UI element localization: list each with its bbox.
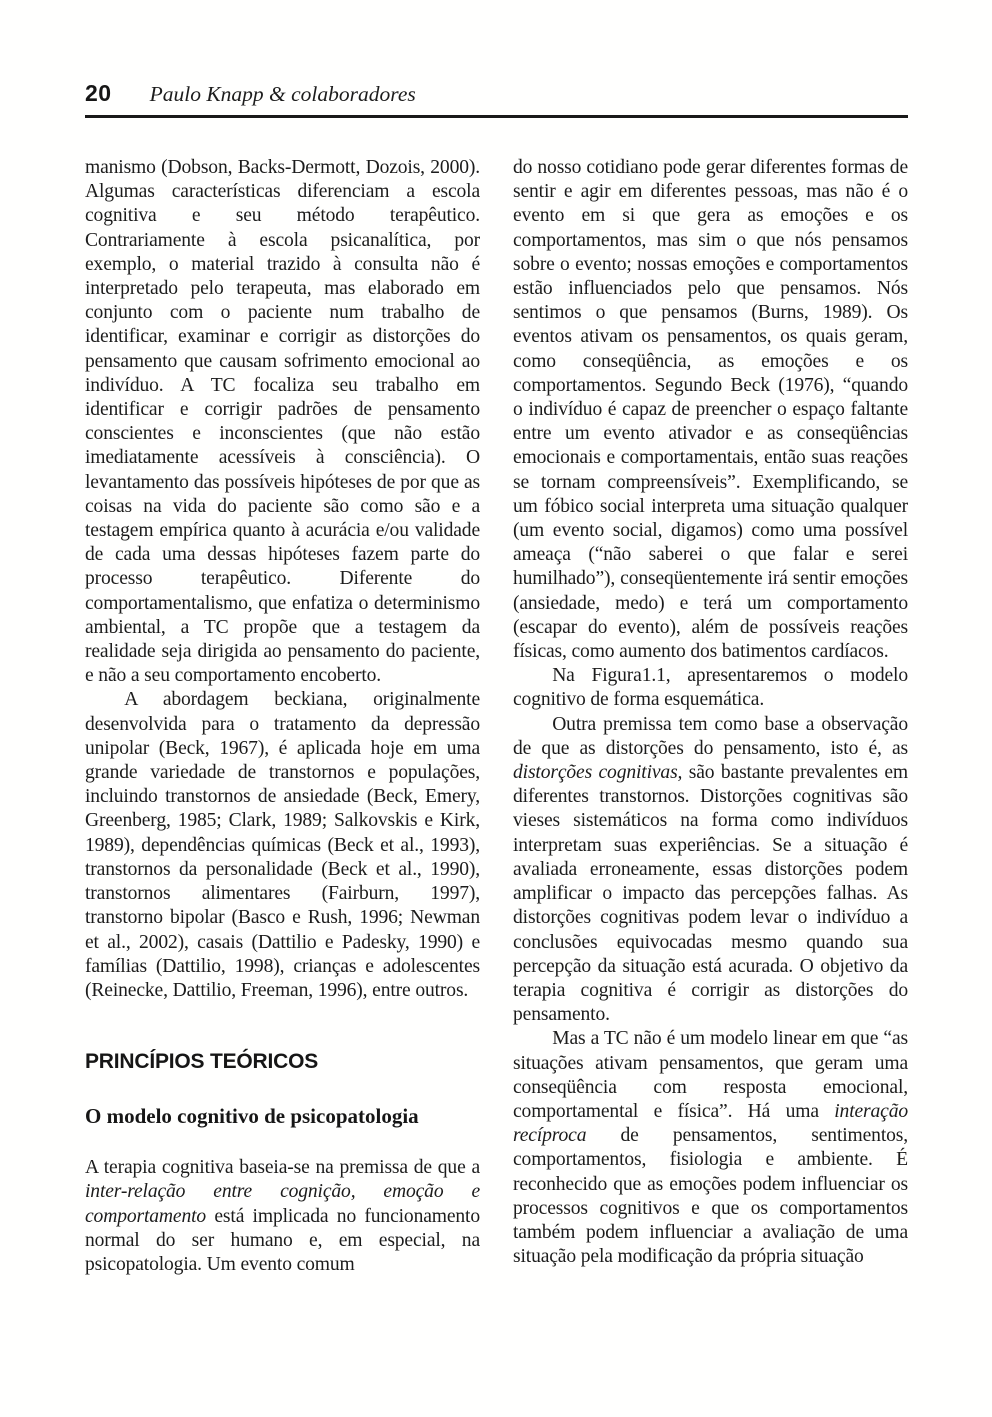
page-number: 20	[85, 80, 112, 106]
section-heading: PRINCÍPIOS TEÓRICOS	[85, 1050, 319, 1074]
page-header	[85, 0, 908, 107]
paragraph: Mas a TC não é um modelo linear em que “as situações ativam pensamentos, que geram uma conseqüência com resposta emocional, comportamental e física”. Há uma interação recíproca de pensamentos, sentimentos, comportamentos, fisiologia e ambiente. É reconhecido que as emoções podem influenciar os processos cognitivos e que os comportamentos também podem influenciar a avaliação de uma situação pela modificação da própria situação	[513, 1028, 908, 1268]
paragraph: A abordagem beckiana, originalmente desenvolvida para o tratamento da depressão unipolar (Beck, 1967), é aplicada hoje em uma grande variedade de transtornos e populações, incluindo transtornos de ansiedade (Beck, Emery, Greenberg, 1985; Clark, 1989; Salkovskis e Kirk, 1989), dependências químicas (Beck et al., 1993), transtornos da personalidade (Beck et al., 1990), transtornos alimentares (Fairburn, 1997), transtorno bipolar (Basco e Rush, 1996; Newman et al., 2002), casais (Dattilio e Padesky, 1990) e famílias (Dattilio, 1998), crianças e adolescentes (Reinecke, Dattilio, Freeman, 1996), entre outros.	[85, 689, 480, 1001]
paragraph-continuation: manismo (Dobson, Backs-Dermott, Dozois, 2000). Algumas características diferenciam a escola cognitiva e seu método terapêutico. Contrariamente à escola psicanalítica, por exemplo, o material trazido à consulta não é interpretado pelo terapeuta, mas elaborado em conjunto com o paciente num trabalho de identificar, examinar e corrigir as distorções do pensamento que causam sofrimento emocional ao indivíduo. A TC focaliza seu trabalho em identificar e corrigir padrões de pensamento conscientes e inconscientes (que não estão imediatamente acessíveis à consciência). O levantamento das possíveis hipóteses de por que as coisas na vida do paciente são como são e a testagem empírica quanto à acurácia e/ou validade de cada uma dessas hipóteses fazem parte do processo terapêutico. Diferente do comportamentalismo, que enfatiza o determinismo ambiental, a TC propõe que a testagem da realidade seja dirigida ao pensamento do paciente, e não a seu comportamento encoberto.	[85, 157, 480, 687]
paragraph-continuation: do nosso cotidiano pode gerar diferentes formas de sentir e agir em diferentes pessoas, mas não é o evento em si que gera as emoções e os comportamentos, mas sim o que nós pensamos sobre o evento; nossas emoções e comportamentos estão influenciados pelo que pensamos. Nós sentimos o que pensamos (Burns, 1989). Os eventos ativam os pensamentos, os quais geram, como conseqüência, as emoções e os comportamentos. Segundo Beck (1976), “quando o indivíduo é capaz de preencher o espaço faltante entre um evento ativador e as conseqüências emocionais e comportamentais, então suas reações se tornam compreensíveis”. Exemplificando, se um fóbico social interpreta uma situação qualquer (um evento social, digamos) como uma possível ameaça (“não saberei o que falar e serei humilhado”), conseqüentemente irá sentir emoções (ansiedade, medo) e terá um comportamento (escapar do evento), além de possíveis reações físicas, como aumento dos batimentos cardíacos.	[513, 157, 908, 663]
page-body	[85, 156, 908, 1277]
paragraph: Outra premissa tem como base a observação de que as distorções do pensamento, isto é, as distorções cognitivas, são bastante prevalentes em diferentes transtornos. Distorções cognitivas são vieses sistemáticos na forma como indivíduos interpretam suas experiências. Se a situação é avaliada erroneamente, essas distorções podem amplificar o impacto das percepções falhas. As distorções cognitivas podem levar o indivíduo a conclusões equivocadas mesmo quando sua percepção da situação está acurada. O objetivo da terapia cognitiva é corrigir as distorções do pensamento.	[513, 713, 908, 1026]
right-column	[513, 156, 908, 1277]
running-title: Paulo Knapp & colaboradores	[149, 82, 416, 106]
subsection-heading: O modelo cognitivo de psicopatologia	[85, 1104, 419, 1129]
paragraph: Na Figura1.1, apresentaremos o modelo cognitivo de forma esquemática.	[513, 665, 908, 711]
left-column	[85, 156, 480, 1277]
header-rule	[85, 115, 908, 118]
paragraph: A terapia cognitiva baseia-se na premissa de que a inter-relação entre cognição, emoção e comportamento está implicada no funcionamento normal do ser humano e, em especial, na psicopatologia. Um evento comum	[85, 1157, 480, 1275]
